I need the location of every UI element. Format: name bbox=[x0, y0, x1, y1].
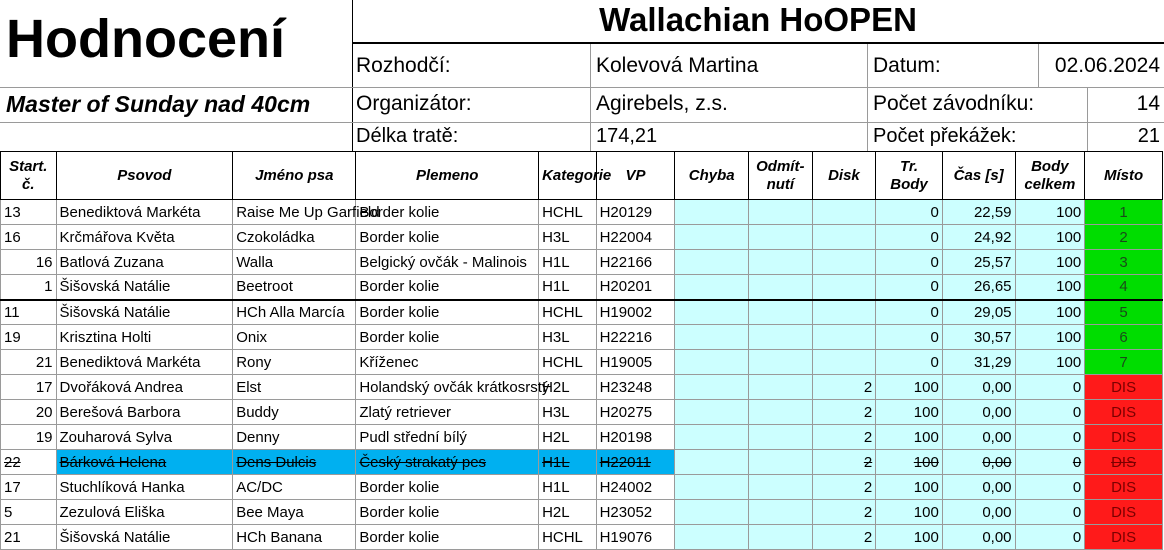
points-cell: 100 bbox=[1015, 350, 1085, 375]
start-cell: 16 bbox=[1, 250, 57, 275]
organizer-value: Agirebels, z.s. bbox=[596, 92, 728, 115]
vp-cell: H22004 bbox=[596, 225, 675, 250]
breed-cell: Border kolie bbox=[356, 475, 539, 500]
place-cell: DIS bbox=[1085, 450, 1163, 475]
event-title: Wallachian HoOPEN bbox=[352, 0, 1164, 44]
date-label: Datum: bbox=[873, 54, 941, 77]
category-cell: HCHL bbox=[539, 350, 597, 375]
breed-cell: Border kolie bbox=[356, 275, 539, 300]
breed-cell: Border kolie bbox=[356, 325, 539, 350]
disq-cell bbox=[812, 200, 876, 225]
category-cell: HCHL bbox=[539, 200, 597, 225]
start-cell: 17 bbox=[1, 375, 57, 400]
handler-cell: Stuchlíková Hanka bbox=[56, 475, 233, 500]
faults-cell bbox=[675, 500, 749, 525]
length-value: 174,21 bbox=[596, 125, 658, 147]
breed-cell: Belgický ovčák - Malinois bbox=[356, 250, 539, 275]
dog-cell: Onix bbox=[233, 325, 356, 350]
start-cell: 1 bbox=[1, 275, 57, 300]
refusals-cell bbox=[749, 450, 813, 475]
points-cell: 0 bbox=[1015, 475, 1085, 500]
penalty-cell: 100 bbox=[876, 425, 943, 450]
dog-cell: AC/DC bbox=[233, 475, 356, 500]
refusals-cell bbox=[749, 500, 813, 525]
vp-cell: H20275 bbox=[596, 400, 675, 425]
dog-cell: Czokoládka bbox=[233, 225, 356, 250]
category-cell: H1L bbox=[539, 475, 597, 500]
place-cell: 6 bbox=[1085, 325, 1163, 350]
vp-cell: H23248 bbox=[596, 375, 675, 400]
dog-cell: Bee Maya bbox=[233, 500, 356, 525]
points-cell: 0 bbox=[1015, 525, 1085, 550]
vp-cell: H22011 bbox=[596, 450, 675, 475]
dog-cell: Beetroot bbox=[233, 275, 356, 300]
breed-cell: Border kolie bbox=[356, 225, 539, 250]
judge-label: Rozhodčí: bbox=[356, 54, 451, 77]
faults-cell bbox=[675, 425, 749, 450]
disq-cell: 2 bbox=[812, 525, 876, 550]
penalty-cell: 0 bbox=[876, 225, 943, 250]
time-cell: 31,29 bbox=[942, 350, 1015, 375]
dog-cell: Walla bbox=[233, 250, 356, 275]
time-cell: 0,00 bbox=[942, 525, 1015, 550]
handler-cell: Krisztina Holti bbox=[56, 325, 233, 350]
category-cell: H3L bbox=[539, 400, 597, 425]
disq-cell bbox=[812, 350, 876, 375]
category-cell: H3L bbox=[539, 225, 597, 250]
vp-cell: H22216 bbox=[596, 325, 675, 350]
points-cell: 0 bbox=[1015, 400, 1085, 425]
dog-cell: Raise Me Up Garfield bbox=[233, 200, 356, 225]
place-cell: 5 bbox=[1085, 300, 1163, 325]
category-cell: H2L bbox=[539, 375, 597, 400]
col-category: Kategorie bbox=[539, 152, 597, 200]
faults-cell bbox=[675, 300, 749, 325]
table-row bbox=[1, 425, 1163, 450]
penalty-cell: 100 bbox=[876, 525, 943, 550]
date-value: 02.06.2024 bbox=[1054, 54, 1160, 77]
breed-cell: Holandský ovčák krátkosrstý bbox=[356, 375, 539, 400]
penalty-cell: 100 bbox=[876, 450, 943, 475]
disq-cell: 2 bbox=[812, 500, 876, 525]
refusals-cell bbox=[749, 300, 813, 325]
faults-cell bbox=[675, 225, 749, 250]
col-refusals: Odmít-nutí bbox=[749, 152, 813, 200]
obstacles-label: Počet překážek: bbox=[873, 125, 1017, 147]
dog-cell: Rony bbox=[233, 350, 356, 375]
refusals-cell bbox=[749, 225, 813, 250]
handler-cell: Zezulová Eliška bbox=[56, 500, 233, 525]
vp-cell: H24002 bbox=[596, 475, 675, 500]
points-cell: 0 bbox=[1015, 500, 1085, 525]
points-cell: 0 bbox=[1015, 425, 1085, 450]
table-row bbox=[1, 325, 1163, 350]
time-cell: 0,00 bbox=[942, 425, 1015, 450]
place-cell: 2 bbox=[1085, 225, 1163, 250]
handler-cell: Benediktová Markéta bbox=[56, 200, 233, 225]
header-row bbox=[1, 152, 1163, 200]
results-table bbox=[0, 151, 1163, 550]
length-label: Délka tratě: bbox=[356, 125, 459, 147]
refusals-cell bbox=[749, 325, 813, 350]
faults-cell bbox=[675, 350, 749, 375]
category-cell: H1L bbox=[539, 250, 597, 275]
disq-cell: 2 bbox=[812, 450, 876, 475]
results-body bbox=[1, 200, 1163, 550]
points-cell: 100 bbox=[1015, 225, 1085, 250]
penalty-cell: 0 bbox=[876, 350, 943, 375]
disq-cell bbox=[812, 300, 876, 325]
handler-cell: Šišovská Natálie bbox=[56, 525, 233, 550]
time-cell: 24,92 bbox=[942, 225, 1015, 250]
start-cell: 17 bbox=[1, 475, 57, 500]
category-cell: H1L bbox=[539, 275, 597, 300]
sheet-title: Hodnocení bbox=[6, 9, 285, 69]
penalty-cell: 100 bbox=[876, 475, 943, 500]
table-row bbox=[1, 475, 1163, 500]
breed-cell: Border kolie bbox=[356, 525, 539, 550]
points-cell: 100 bbox=[1015, 200, 1085, 225]
faults-cell bbox=[675, 200, 749, 225]
faults-cell bbox=[675, 375, 749, 400]
class-name: Master of Sunday nad 40cm bbox=[6, 91, 311, 117]
place-cell: DIS bbox=[1085, 525, 1163, 550]
obstacles-value: 21 bbox=[1137, 125, 1160, 147]
place-cell: DIS bbox=[1085, 500, 1163, 525]
dog-cell: Buddy bbox=[233, 400, 356, 425]
breed-cell: Kříženec bbox=[356, 350, 539, 375]
refusals-cell bbox=[749, 400, 813, 425]
dog-cell: HCh Banana bbox=[233, 525, 356, 550]
refusals-cell bbox=[749, 425, 813, 450]
points-cell: 100 bbox=[1015, 300, 1085, 325]
start-cell: 19 bbox=[1, 325, 57, 350]
start-cell: 20 bbox=[1, 400, 57, 425]
refusals-cell bbox=[749, 375, 813, 400]
handler-cell: Zouharová Sylva bbox=[56, 425, 233, 450]
time-cell: 22,59 bbox=[942, 200, 1015, 225]
place-cell: 1 bbox=[1085, 200, 1163, 225]
header-gridline bbox=[867, 44, 868, 151]
start-cell: 22 bbox=[1, 450, 57, 475]
place-cell: DIS bbox=[1085, 425, 1163, 450]
vp-cell: H22166 bbox=[596, 250, 675, 275]
header-gridline bbox=[352, 87, 1164, 88]
start-cell: 19 bbox=[1, 425, 57, 450]
time-cell: 0,00 bbox=[942, 475, 1015, 500]
competitors-label: Počet závodníku: bbox=[873, 92, 1035, 115]
points-cell: 0 bbox=[1015, 450, 1085, 475]
category-cell: HCHL bbox=[539, 300, 597, 325]
penalty-cell: 0 bbox=[876, 325, 943, 350]
disq-cell bbox=[812, 275, 876, 300]
dog-cell: Dens Dulcis bbox=[233, 450, 356, 475]
penalty-cell: 100 bbox=[876, 375, 943, 400]
breed-cell: Český strakatý pes bbox=[356, 450, 539, 475]
vp-cell: H23052 bbox=[596, 500, 675, 525]
dog-cell: HCh Alla Marcía bbox=[233, 300, 356, 325]
disq-cell: 2 bbox=[812, 400, 876, 425]
table-row bbox=[1, 300, 1163, 325]
handler-cell: Berešová Barbora bbox=[56, 400, 233, 425]
col-place: Místo bbox=[1085, 152, 1163, 200]
time-cell: 30,57 bbox=[942, 325, 1015, 350]
start-cell: 11 bbox=[1, 300, 57, 325]
points-cell: 100 bbox=[1015, 275, 1085, 300]
competitors-value: 14 bbox=[1136, 92, 1160, 115]
place-cell: 3 bbox=[1085, 250, 1163, 275]
table-row bbox=[1, 225, 1163, 250]
penalty-cell: 0 bbox=[876, 275, 943, 300]
time-cell: 26,65 bbox=[942, 275, 1015, 300]
col-vp: VP bbox=[596, 152, 675, 200]
points-cell: 100 bbox=[1015, 250, 1085, 275]
handler-cell: Bárková Helena bbox=[56, 450, 233, 475]
disq-cell bbox=[812, 225, 876, 250]
breed-cell: Border kolie bbox=[356, 300, 539, 325]
vp-cell: H20129 bbox=[596, 200, 675, 225]
penalty-cell: 100 bbox=[876, 500, 943, 525]
place-cell: 7 bbox=[1085, 350, 1163, 375]
time-cell: 0,00 bbox=[942, 400, 1015, 425]
faults-cell bbox=[675, 400, 749, 425]
faults-cell bbox=[675, 525, 749, 550]
penalty-cell: 0 bbox=[876, 200, 943, 225]
disq-cell: 2 bbox=[812, 425, 876, 450]
handler-cell: Benediktová Markéta bbox=[56, 350, 233, 375]
faults-cell bbox=[675, 275, 749, 300]
category-cell: H2L bbox=[539, 425, 597, 450]
breed-cell: Zlatý retriever bbox=[356, 400, 539, 425]
breed-cell: Border kolie bbox=[356, 200, 539, 225]
vp-cell: H19002 bbox=[596, 300, 675, 325]
header-gridline bbox=[0, 87, 352, 88]
category-cell: HCHL bbox=[539, 525, 597, 550]
refusals-cell bbox=[749, 525, 813, 550]
col-time: Čas [s] bbox=[942, 152, 1015, 200]
refusals-cell bbox=[749, 250, 813, 275]
points-cell: 0 bbox=[1015, 375, 1085, 400]
vp-cell: H19005 bbox=[596, 350, 675, 375]
disq-cell: 2 bbox=[812, 375, 876, 400]
table-row bbox=[1, 275, 1163, 300]
header-gridline bbox=[0, 122, 1164, 123]
judge-value: Kolevová Martina bbox=[596, 54, 759, 77]
category-cell: H1L bbox=[539, 450, 597, 475]
handler-cell: Šišovská Natálie bbox=[56, 275, 233, 300]
col-breed: Plemeno bbox=[356, 152, 539, 200]
table-row bbox=[1, 400, 1163, 425]
table-row bbox=[1, 350, 1163, 375]
table-row bbox=[1, 525, 1163, 550]
organizer-label: Organizátor: bbox=[356, 92, 472, 115]
place-cell: DIS bbox=[1085, 475, 1163, 500]
handler-cell: Šišovská Natálie bbox=[56, 300, 233, 325]
table-row bbox=[1, 250, 1163, 275]
header-gridline bbox=[352, 0, 353, 151]
header-gridline bbox=[1087, 87, 1088, 151]
handler-cell: Dvořáková Andrea bbox=[56, 375, 233, 400]
refusals-cell bbox=[749, 350, 813, 375]
start-cell: 21 bbox=[1, 525, 57, 550]
time-cell: 25,57 bbox=[942, 250, 1015, 275]
table-row bbox=[1, 450, 1163, 475]
points-cell: 100 bbox=[1015, 325, 1085, 350]
penalty-cell: 0 bbox=[876, 300, 943, 325]
col-start: Start. č. bbox=[1, 152, 57, 200]
breed-cell: Pudl střední bílý bbox=[356, 425, 539, 450]
col-faults: Chyba bbox=[675, 152, 749, 200]
faults-cell bbox=[675, 450, 749, 475]
start-cell: 13 bbox=[1, 200, 57, 225]
header-gridline bbox=[1038, 44, 1039, 87]
time-cell: 0,00 bbox=[942, 450, 1015, 475]
refusals-cell bbox=[749, 200, 813, 225]
refusals-cell bbox=[749, 275, 813, 300]
dog-cell: Elst bbox=[233, 375, 356, 400]
faults-cell bbox=[675, 250, 749, 275]
header-gridline bbox=[590, 44, 591, 151]
handler-cell: Batlová Zuzana bbox=[56, 250, 233, 275]
start-cell: 16 bbox=[1, 225, 57, 250]
penalty-cell: 0 bbox=[876, 250, 943, 275]
time-cell: 0,00 bbox=[942, 500, 1015, 525]
faults-cell bbox=[675, 475, 749, 500]
disq-cell bbox=[812, 325, 876, 350]
penalty-cell: 100 bbox=[876, 400, 943, 425]
category-cell: H2L bbox=[539, 500, 597, 525]
place-cell: 4 bbox=[1085, 275, 1163, 300]
col-points: Body celkem bbox=[1015, 152, 1085, 200]
col-dog: Jméno psa bbox=[233, 152, 356, 200]
place-cell: DIS bbox=[1085, 375, 1163, 400]
table-row bbox=[1, 375, 1163, 400]
start-cell: 5 bbox=[1, 500, 57, 525]
table-row bbox=[1, 500, 1163, 525]
dog-cell: Denny bbox=[233, 425, 356, 450]
time-cell: 0,00 bbox=[942, 375, 1015, 400]
vp-cell: H20201 bbox=[596, 275, 675, 300]
time-cell: 29,05 bbox=[942, 300, 1015, 325]
breed-cell: Border kolie bbox=[356, 500, 539, 525]
start-cell: 21 bbox=[1, 350, 57, 375]
col-handler: Psovod bbox=[56, 152, 233, 200]
place-cell: DIS bbox=[1085, 400, 1163, 425]
refusals-cell bbox=[749, 475, 813, 500]
vp-cell: H20198 bbox=[596, 425, 675, 450]
col-disq: Disk bbox=[812, 152, 876, 200]
col-penalty: Tr. Body bbox=[876, 152, 943, 200]
disq-cell bbox=[812, 250, 876, 275]
category-cell: H3L bbox=[539, 325, 597, 350]
table-row bbox=[1, 200, 1163, 225]
faults-cell bbox=[675, 325, 749, 350]
disq-cell: 2 bbox=[812, 475, 876, 500]
handler-cell: Krčmářova Květa bbox=[56, 225, 233, 250]
vp-cell: H19076 bbox=[596, 525, 675, 550]
